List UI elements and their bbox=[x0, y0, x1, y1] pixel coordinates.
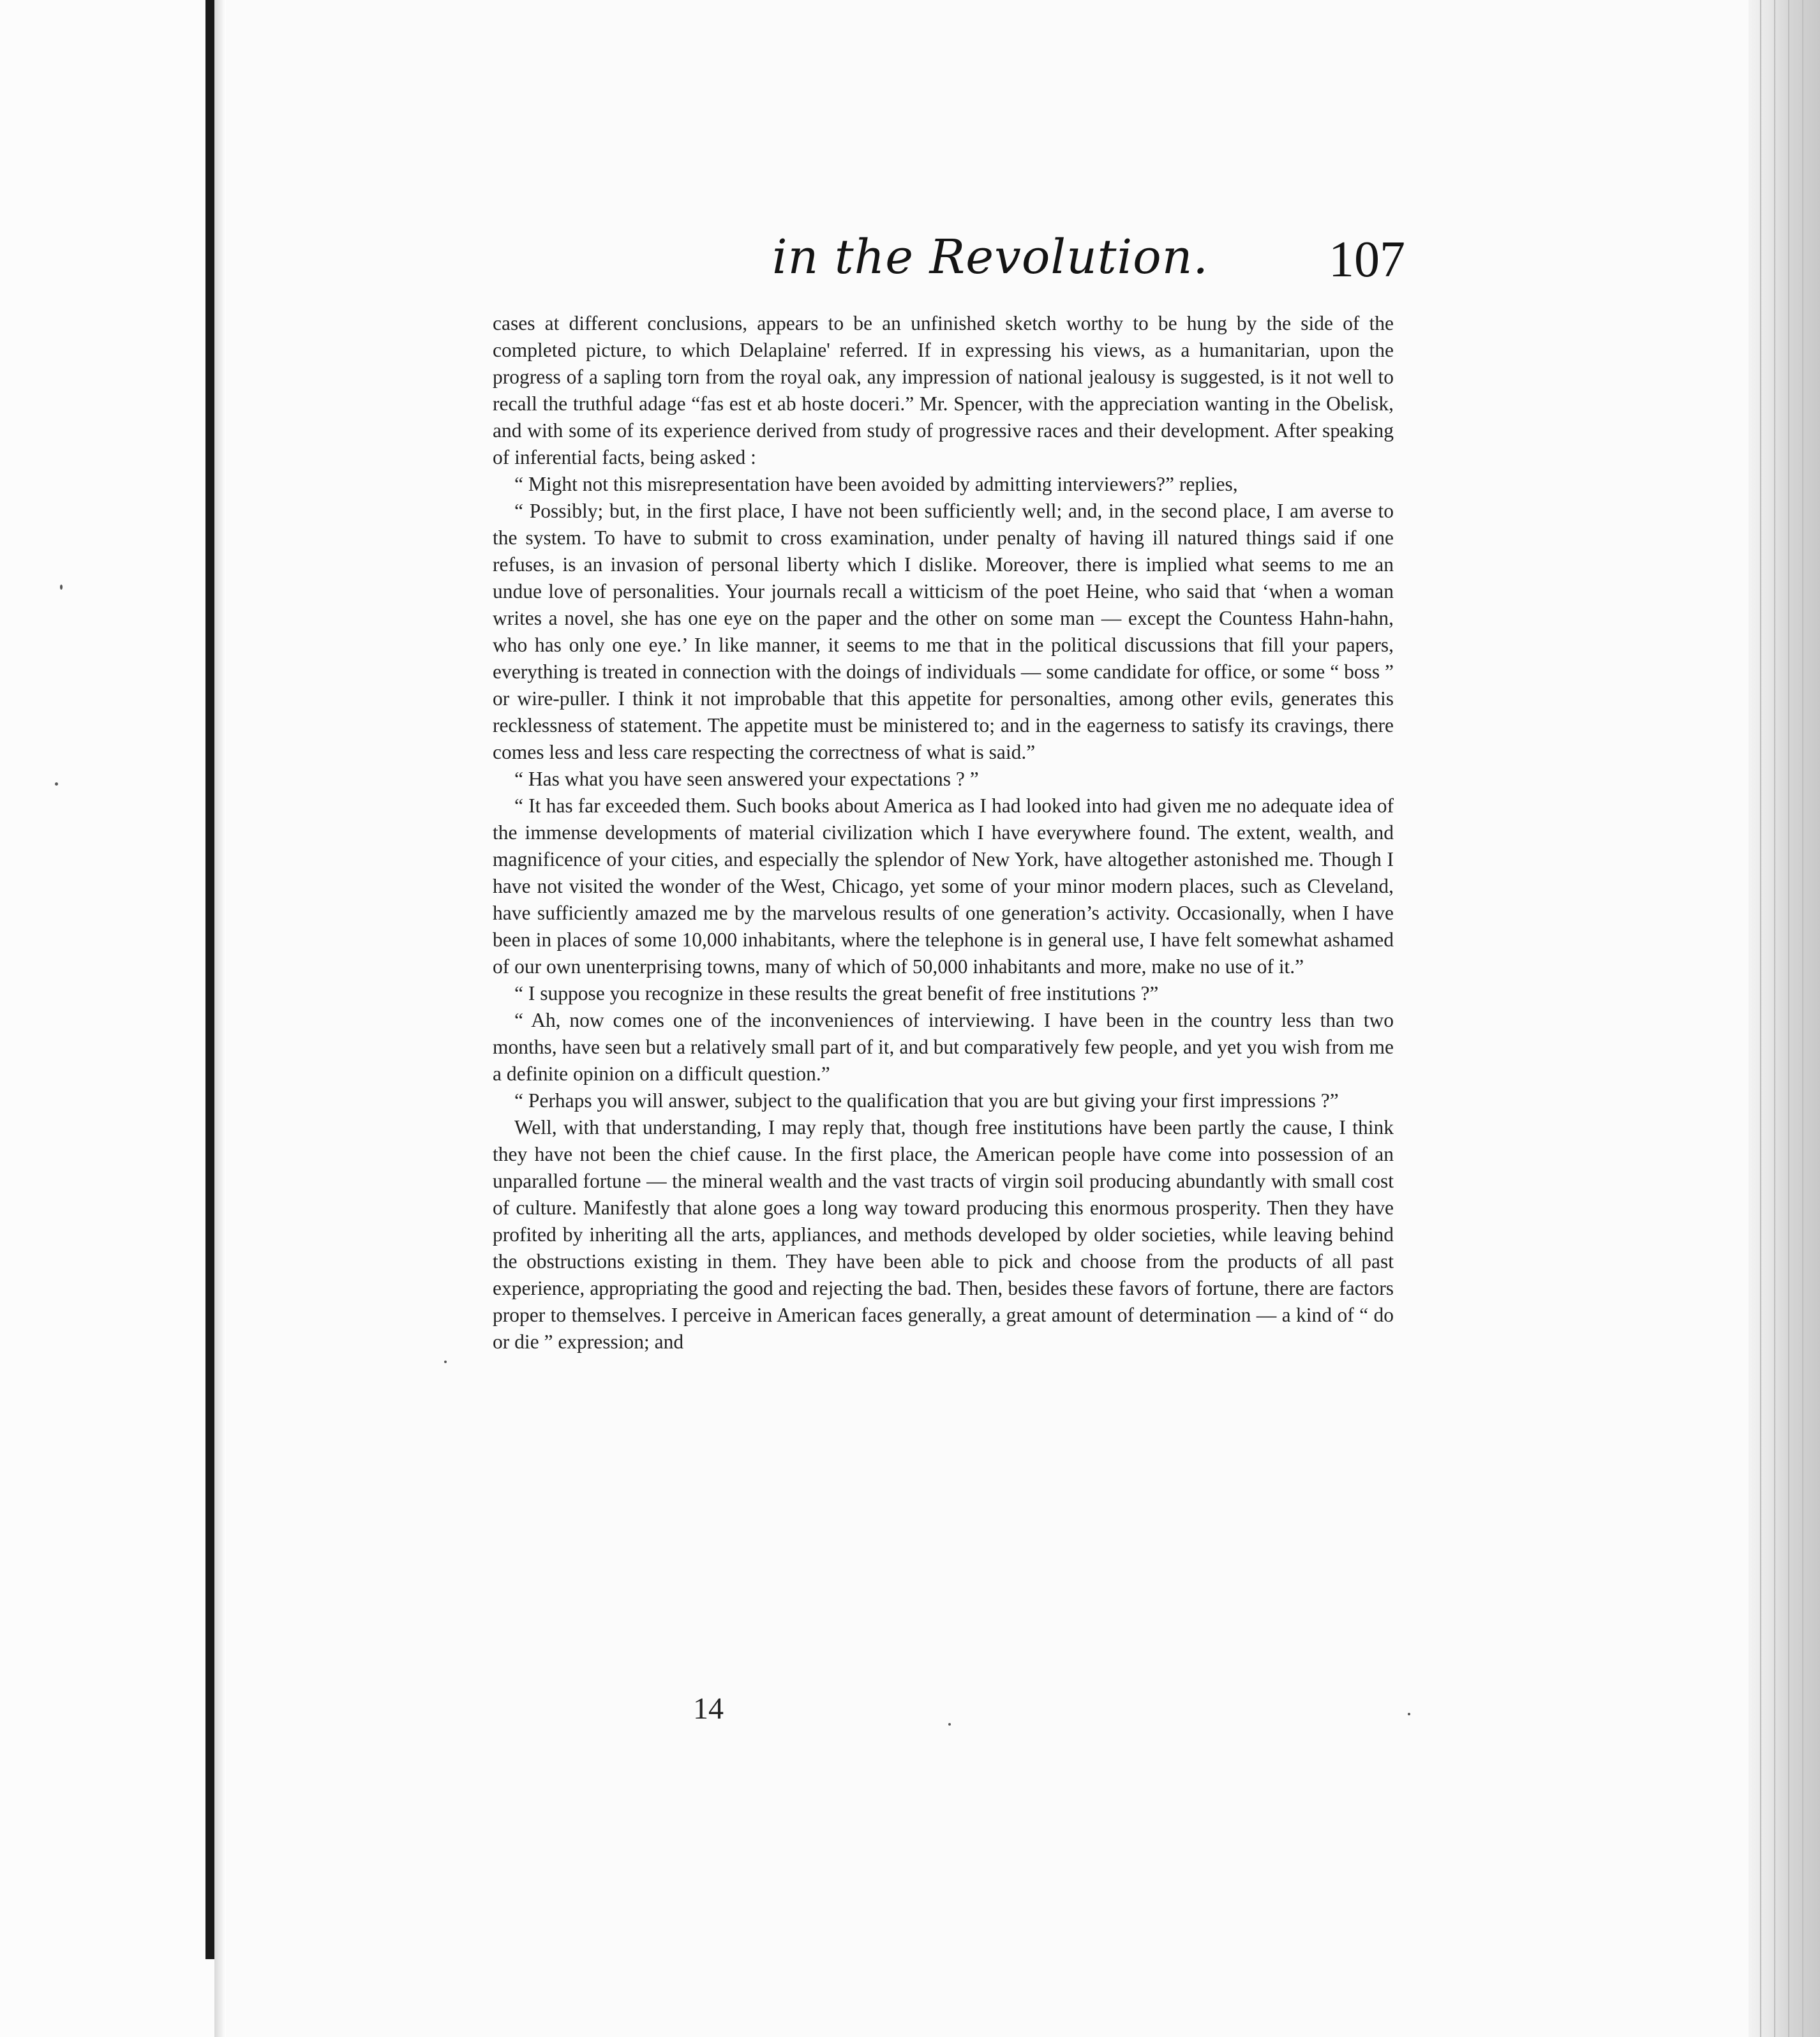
paragraph: “ Might not this misrepresentation have been avoided by admitting interviewers?” replies, bbox=[514, 473, 1238, 495]
paragraph: “ Perhaps you will answer, subject to the qualification that you are but giving your first impressions ?” bbox=[514, 1089, 1339, 1112]
stacked-page-edges bbox=[1749, 0, 1820, 2037]
page-number: 107 bbox=[1329, 232, 1405, 288]
scan-speck bbox=[1408, 1713, 1410, 1715]
paragraph: “ It has far exceeded them. Such books about America as I had looked into had given me no adequate idea of the immense developments of material civilization which I have everywhere found. The extent, wealth, and magnificence of your cities, and especially the splendor of New York, have altogether astonished me. Though I have not visited the wonder of the West, Chicago, yet some of your minor modern places, such as Cleveland, have sufficiently amazed me by the marvelous results of one generation’s activity. Occasionally, when I have been in places of some 10,000 inhabitants, where the telephone is in general use, I have felt somewhat ashamed of our own unenterprising towns, many of which of 50,000 inhabitants and more, make no use of it.” bbox=[493, 795, 1394, 978]
paragraph: “ Possibly; but, in the first place, I have not been sufficiently well; and, in the second place, I am averse to the system. To have to submit to cross examination, under penalty of having ill natured things said if one refuses, is an invasion of personal liberty which I dislike. Moreover, there is implied what seems to me an undue love of personalities. Your journals recall a witticism of the poet Heine, who said that ‘when a woman writes a novel, she has one eye on the paper and the other on some man — except the Countess Hahn-hahn, who has only one eye.’ In like manner, it seems to me that in the political discussions that fill your papers, everything is treated in connection with the doings of individuals — some candidate for office, or some “ boss ” or wire-puller. I think it not improbable that this appetite for personalties, among other evils, generates this recklessness of statement. The appetite must be ministered to; and in the eagerness to satisfy its cravings, there comes less and less care respecting the correctness of what is said.” bbox=[493, 500, 1394, 763]
scan-speck bbox=[60, 585, 63, 590]
page-edge-line bbox=[1802, 0, 1803, 2037]
book-spine-edge bbox=[205, 0, 214, 1959]
paragraph: “ Ah, now comes one of the inconveniences of interviewing. I have been in the country less than two months, have seen but a relatively small part of it, and but comparatively few people, and yet you wish from me a definite opinion on a difficult question.” bbox=[493, 1009, 1394, 1085]
body-text bbox=[493, 310, 1394, 1355]
page-edge-line bbox=[1774, 0, 1775, 2037]
paragraph: cases at different conclusions, appears to be an unfinished sketch worthy to be hung by the side of the completed picture, to which Delaplaine' referred. If in expressing his views, as a humanitarian, upon the progress of a sapling torn from the royal oak, any impression of national jealousy is suggested, is it not well to recall the truthful adage “fas est et ab hoste doceri.” Mr. Spencer, with the appreciation wanting in the Obelisk, and with some of its experience derived from study of progressive races and their development. After speaking of inferential facts, being asked : bbox=[493, 312, 1394, 468]
scan-speck bbox=[948, 1723, 951, 1726]
page-edge-line bbox=[1760, 0, 1761, 2037]
spine-shadow bbox=[214, 0, 226, 2037]
scan-speck bbox=[444, 1361, 447, 1363]
paragraph: “ Has what you have seen answered your expectations ? ” bbox=[514, 768, 979, 790]
paragraph: Well, with that understanding, I may reply that, though free institutions have been partly the cause, I think they have not been the chief cause. In the first place, the American people have come into possession of an unparalled fortune — the mineral wealth and the vast tracts of virgin soil producing abundantly with small cost of culture. Manifestly that alone goes a long way toward producing this enormous prosperity. Then they have profited by inheriting all the arts, appliances, and methods developed by older societies, while leaving behind the obstructions existing in them. They have been able to pick and choose from the products of all past experience, appropriating the good and rejecting the bad. Then, besides these favors of fortune, there are factors proper to themselves. I perceive in American faces generally, a great amount of determination — a kind of “ do or die ” expression; and bbox=[493, 1116, 1394, 1353]
paragraph: “ I suppose you recognize in these results the great benefit of free institutions ?” bbox=[514, 982, 1159, 1004]
scan-speck bbox=[55, 782, 58, 786]
running-head: in the Revolution. bbox=[772, 230, 1209, 285]
page-edge-line bbox=[1788, 0, 1789, 2037]
signature-mark: 14 bbox=[693, 1692, 724, 1726]
left-page-fold bbox=[0, 0, 217, 2037]
